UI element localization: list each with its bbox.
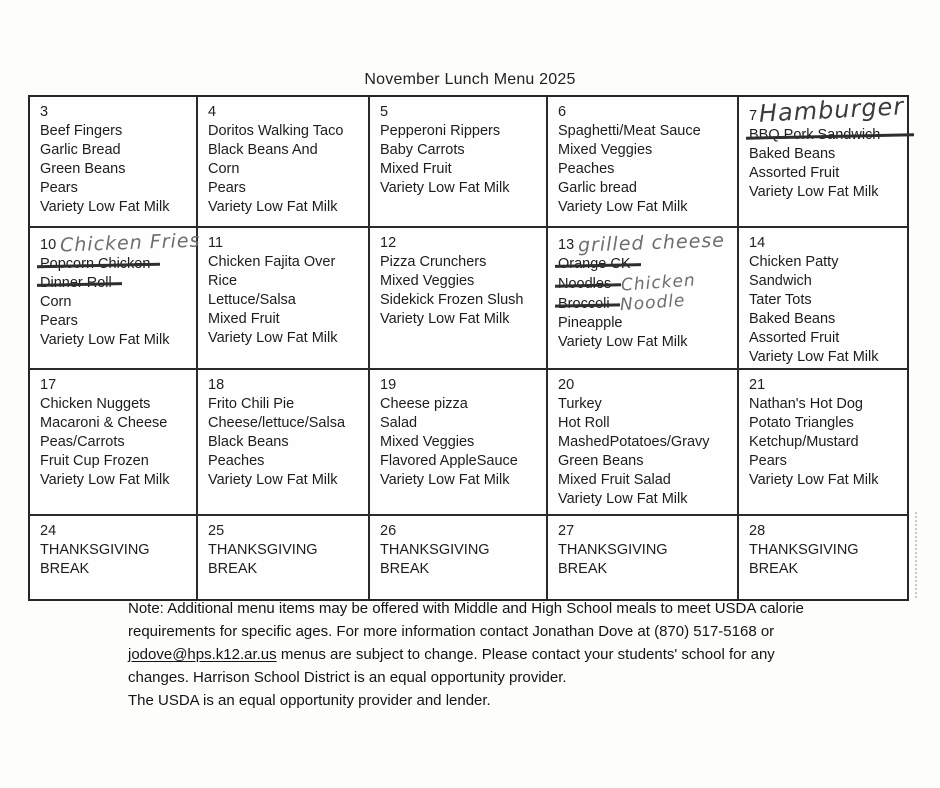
cell-header [749,521,901,541]
cell-header [380,375,540,395]
menu-item-text-struck: Dinner Roll [40,275,112,291]
menu-item-text: Spaghetti/Meat Sauce [558,123,701,139]
menu-item-text: Variety Low Fat Milk [208,472,338,488]
calendar-cell-21 [739,370,907,516]
menu-item-text: Mixed Fruit [208,311,280,327]
menu-item [380,433,540,452]
cell-header [558,375,731,395]
menu-item-text-struck: Noodles [558,276,612,292]
menu-item [40,312,190,331]
menu-item [208,560,362,579]
calendar-cell-6 [548,97,739,228]
menu-item [558,198,731,217]
menu-item-text: THANKSGIVING [380,542,490,558]
menu-item-text: Assorted Fruit [749,165,840,181]
note-text-after-email: menus are subject to change. Please contact your students' school for any changes. Harrison School District is an equal opportunity provider. [128,646,775,686]
calendar-cell-25 [198,516,370,599]
day-number: 25 [208,523,225,539]
menu-item-text: Pizza Crunchers [380,254,487,270]
contact-email: jodove@hps.k12.ar.us [128,646,277,663]
menu-item [749,395,901,414]
menu-item [208,160,362,179]
cell-header [558,229,731,257]
cell-header [558,102,731,122]
menu-item [40,274,190,293]
handwritten-annotation: grilled cheese [577,229,726,257]
menu-item [380,471,540,490]
menu-item-text: Salad [380,415,418,431]
menu-item [749,452,901,471]
menu-item-text: Variety Low Fat Milk [208,199,338,215]
day-number: 26 [380,523,397,539]
menu-item [380,310,540,329]
menu-item [40,293,190,312]
usda-statement: The USDA is an equal opportunity provider and lender. [128,692,491,709]
menu-item [208,122,362,141]
day-number: 28 [749,523,766,539]
day-number: 24 [40,523,57,539]
menu-item [380,291,540,310]
menu-item [208,310,362,329]
handwritten-annotation: Chicken Fries [59,229,201,257]
menu-item-text: Variety Low Fat Milk [558,199,688,215]
menu-item [40,331,190,350]
menu-item [749,541,901,560]
menu-item [558,414,731,433]
menu-item [558,452,731,471]
menu-item-text: Cheese pizza [380,396,468,412]
menu-item-text: Pears [40,313,78,329]
day-number: 4 [208,104,217,120]
footer-note-paragraph [128,597,828,689]
menu-item-text: Mixed Fruit Salad [558,472,671,488]
menu-item-text: Lettuce/Salsa [208,292,296,308]
menu-item [40,255,190,274]
menu-item-text: Variety Low Fat Milk [558,491,688,507]
menu-item-text: Assorted Fruit [749,330,840,346]
menu-item [380,253,540,272]
menu-item [208,272,362,291]
menu-item [749,126,901,145]
menu-item-text: Green Beans [558,453,644,469]
menu-item-text: Variety Low Fat Milk [558,334,688,350]
menu-item [380,122,540,141]
cell-header [380,233,540,253]
calendar-cell-19 [370,370,548,516]
menu-item [208,291,362,310]
menu-item-text: Corn [208,161,240,177]
calendar-cell-10 [30,228,201,370]
menu-item-text: Fruit Cup Frozen [40,453,149,469]
cell-header [749,92,905,128]
menu-item [558,141,731,160]
cell-header [208,375,362,395]
menu-item [40,160,190,179]
menu-item-text: Sandwich [749,273,812,289]
menu-item-text: MashedPotatoes/Gravy [558,434,710,450]
menu-item [558,433,731,452]
day-number: 21 [749,377,766,393]
menu-item [40,198,190,217]
menu-item [749,433,901,452]
menu-item [208,395,362,414]
scan-artifact [915,512,917,598]
handwritten-annotation: Noodle [618,290,686,316]
day-number: 7 [749,108,758,124]
menu-item-text: THANKSGIVING [558,542,668,558]
menu-item [558,560,731,579]
menu-item [380,272,540,291]
menu-item [749,329,901,348]
menu-item-text: BREAK [208,561,258,577]
menu-item-text: Corn [40,294,72,310]
cell-header [208,521,362,541]
menu-item [749,291,901,310]
cell-header [380,521,540,541]
menu-item [208,471,362,490]
menu-item-text: Variety Low Fat Milk [40,332,170,348]
menu-item-text: Tater Tots [749,292,812,308]
menu-item-text: Variety Low Fat Milk [40,199,170,215]
menu-item [749,164,901,183]
menu-item-text: Peaches [558,161,615,177]
menu-item [558,333,731,352]
menu-item [558,179,731,198]
menu-item [558,314,731,333]
cell-header [208,233,362,253]
menu-item [558,490,731,509]
menu-item [749,471,901,490]
menu-item [40,541,190,560]
menu-item-text: Mixed Veggies [380,273,475,289]
menu-item-text-struck: Broccoli [558,296,610,312]
day-number: 19 [380,377,397,393]
menu-item-text: Sidekick Frozen Slush [380,292,524,308]
menu-item [558,471,731,490]
menu-item-text: THANKSGIVING [749,542,859,558]
menu-item [749,183,901,202]
menu-item-text: Variety Low Fat Milk [749,472,879,488]
menu-item-text: Variety Low Fat Milk [749,184,879,200]
menu-item [208,253,362,272]
handwritten-annotation: Chicken [620,270,697,296]
calendar-cell-24 [30,516,198,599]
menu-item [558,395,731,414]
menu-item [558,270,731,296]
menu-item [40,471,190,490]
menu-item-text: Chicken Fajita Over [208,254,336,270]
day-number: 20 [558,377,575,393]
menu-item-text: Pears [208,180,246,196]
day-number: 18 [208,377,225,393]
day-number: 12 [380,235,397,251]
menu-item [749,253,901,272]
footer-note [128,597,828,712]
menu-item [380,141,540,160]
menu-item-text: Cheese/lettuce/Salsa [208,415,346,431]
cell-header [749,233,901,253]
menu-item-text: Doritos Walking Taco [208,123,344,139]
menu-item [749,560,901,579]
menu-item-text: Macaroni & Cheese [40,415,168,431]
menu-item-text: Nathan's Hot Dog [749,396,863,412]
menu-item-text: Mixed Fruit [380,161,452,177]
cell-header [749,375,901,395]
calendar-cell-26 [370,516,548,599]
cell-header [208,102,362,122]
day-number: 6 [558,104,567,120]
day-number: 14 [749,235,766,251]
cell-header [40,521,190,541]
menu-item-text: Baked Beans [749,311,836,327]
menu-item-text: Mixed Veggies [380,434,475,450]
menu-item [749,310,901,329]
menu-item [380,452,540,471]
menu-item-text: Mixed Veggies [558,142,653,158]
menu-item-text: Pepperoni Rippers [380,123,501,139]
menu-item-text-struck: BBQ Pork Sandwich [749,127,881,143]
menu-item-text: BREAK [380,561,430,577]
menu-item-text: Garlic bread [558,180,637,196]
menu-item-text: Beef Fingers [40,123,123,139]
menu-item-text: Peas/Carrots [40,434,125,450]
page-title: November Lunch Menu 2025 [364,71,576,88]
handwritten-annotation: Hamburger [758,92,905,128]
menu-item [40,122,190,141]
menu-item-text: Variety Low Fat Milk [380,311,510,327]
calendar-cell-17 [30,370,198,516]
day-number: 11 [208,235,224,251]
calendar-cell-5 [370,97,548,228]
menu-item [40,560,190,579]
day-number: 3 [40,104,49,120]
menu-item [749,414,901,433]
menu-item-text: Baby Carrots [380,142,465,158]
cell-header [380,102,540,122]
day-number: 10 [40,237,57,253]
calendar-cell-14 [739,228,907,370]
calendar-cell-4 [198,97,370,228]
menu-item-text: Black Beans [208,434,289,450]
menu-item-text: Baked Beans [749,146,836,162]
cell-header [558,521,731,541]
menu-item-text: Frito Chili Pie [208,396,295,412]
menu-item-text: THANKSGIVING [208,542,318,558]
menu-item [208,541,362,560]
day-number: 27 [558,523,575,539]
menu-item-text: Turkey [558,396,602,412]
menu-item [380,395,540,414]
day-number: 13 [558,237,575,253]
cell-header [40,229,201,257]
menu-item [749,272,901,291]
calendar-cell-7 [739,92,907,228]
menu-item [558,290,731,316]
note-text-before-email: Note: Additional menu items may be offered with Middle and High School meals to meet USDA calorie requirements for specific ages. For more information contact Jonathan Dove at (870) 517-5168 or [128,600,804,640]
menu-item-text: BREAK [40,561,90,577]
menu-item [40,141,190,160]
menu-item-text: Pears [749,453,787,469]
menu-item-text: Ketchup/Mustard [749,434,859,450]
menu-item [208,414,362,433]
menu-item-text: Rice [208,273,238,289]
menu-item-text: Variety Low Fat Milk [40,472,170,488]
menu-item-text: Hot Roll [558,415,610,431]
menu-item [208,179,362,198]
calendar-cell-20 [548,370,739,516]
menu-item-text: Variety Low Fat Milk [380,472,510,488]
menu-item [40,433,190,452]
menu-item [558,160,731,179]
menu-item [558,255,731,274]
menu-item-text-struck: Orange CK [558,256,631,272]
menu-item [40,452,190,471]
menu-item-text: Peaches [208,453,265,469]
calendar-cell-12 [370,228,548,370]
menu-item [40,414,190,433]
menu-item-text: THANKSGIVING [40,542,150,558]
menu-item-text: Flavored AppleSauce [380,453,518,469]
menu-item [749,348,901,367]
day-number: 5 [380,104,389,120]
menu-item [40,395,190,414]
menu-item [208,141,362,160]
calendar-grid [28,92,909,601]
menu-item [380,560,540,579]
menu-item [380,160,540,179]
menu-item-text: Chicken Nuggets [40,396,151,412]
menu-item-text: Black Beans And [208,142,318,158]
day-number: 17 [40,377,57,393]
cell-header [40,102,190,122]
menu-item [380,179,540,198]
menu-item-text: Variety Low Fat Milk [749,349,879,365]
menu-item [380,414,540,433]
calendar-cell-28 [739,516,907,599]
menu-item [558,122,731,141]
menu-item [40,179,190,198]
menu-item [749,145,901,164]
menu-item-text-struck: Popcorn Chicken [40,256,151,272]
calendar-cell-11 [198,228,370,370]
menu-item [558,541,731,560]
menu-item-text: Pineapple [558,315,623,331]
menu-item [380,541,540,560]
menu-item-text: Variety Low Fat Milk [208,330,338,346]
menu-item-text: Garlic Bread [40,142,121,158]
menu-item [208,329,362,348]
menu-item [208,198,362,217]
calendar-cell-18 [198,370,370,516]
menu-item-text: Variety Low Fat Milk [380,180,510,196]
menu-item [208,433,362,452]
menu-item [208,452,362,471]
calendar-cell-13 [548,228,739,370]
menu-item-text: BREAK [558,561,608,577]
calendar-cell-27 [548,516,739,599]
calendar-cell-3 [30,97,198,228]
menu-item-text: Potato Triangles [749,415,854,431]
cell-header [40,375,190,395]
menu-item-text: Green Beans [40,161,126,177]
menu-item-text: Pears [40,180,78,196]
menu-item-text: Chicken Patty [749,254,839,270]
menu-item-text: BREAK [749,561,799,577]
